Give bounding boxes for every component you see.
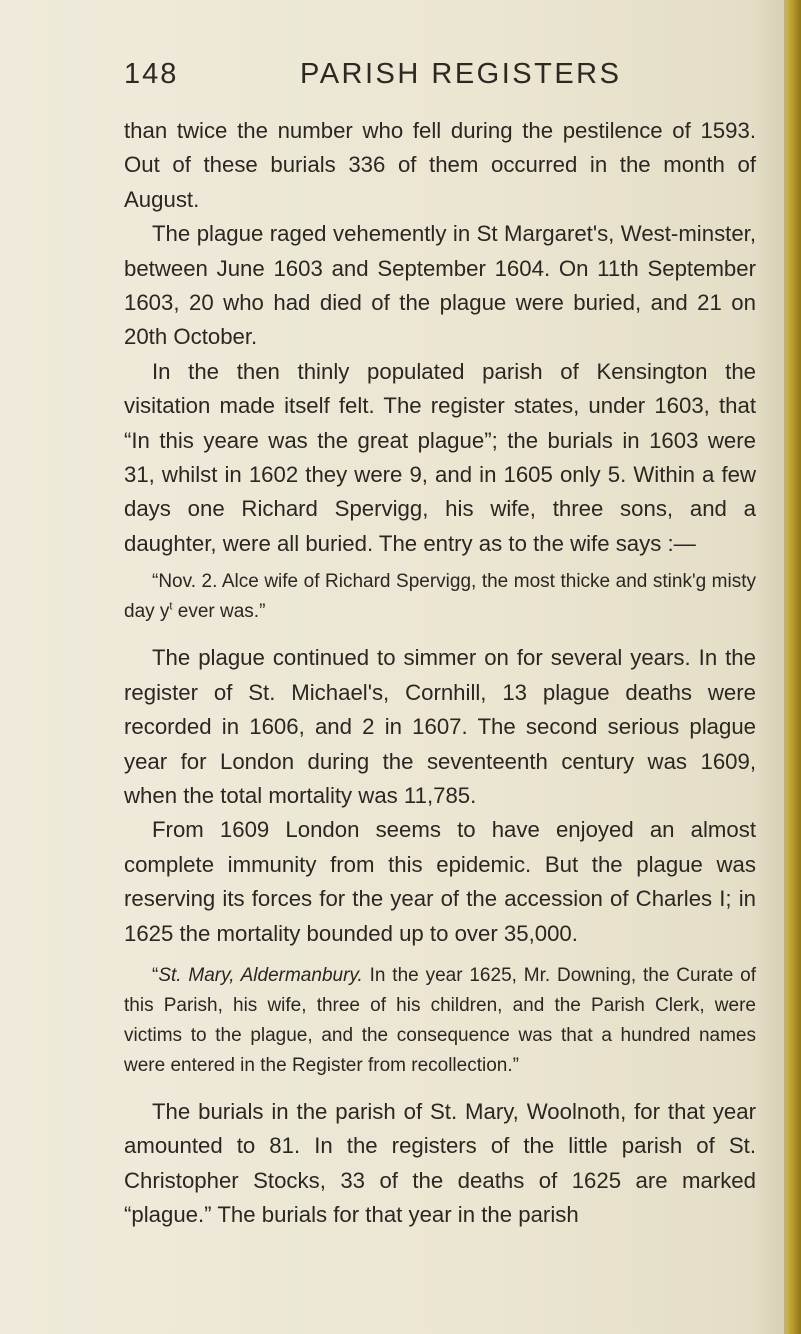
paragraph: The plague continued to simmer on for several years. In the register of St. Michael's, Cornhill, 13 plague deaths were recorded in 1606, and 2 in 1607. The second serious plague year for London during the seventeenth century was 1609, when the total mortality was 11,785. (124, 645, 756, 808)
paragraph: From 1609 London seems to have enjoyed an almost complete immunity from this epidemic. But the plague was reserving its forces for the year of the accession of Charles I; in 1625 the mortality bounded up to over 35,000. (124, 817, 756, 946)
paragraph: In the then thinly populated parish of Kensington the visitation made itself felt. The register states, under 1603, that “In this yeare was the great plague”; the burials in 1603 were 31, whilst in 1602 they were 9, and in 1605 only 5. Within a few days one Richard Spervigg, his wife, three sons, and a daughter, were all buried. The entry as to the wife says :— (124, 358, 756, 556)
quotation-text: In the year 1625, Mr. Downing, the Curate of this Parish, his wife, three of his children, and the Parish Clerk, were victims to the plague, and the consequence was that a hundred names were entered in the Register from recollection.” (124, 964, 756, 1076)
page-number: 148 (124, 58, 179, 90)
superscript: t (169, 600, 173, 613)
quotation-text: ever was.” (172, 601, 266, 623)
paragraph: than twice the number who fell during the pestilence of 1593. Out of these burials 336 of them occurred in the month of August. (124, 118, 756, 212)
quotation (124, 567, 756, 627)
quotation-source: St. Mary, Aldermanbury. (158, 964, 363, 986)
quotation-mark: “ (152, 964, 159, 986)
paragraph: The burials in the parish of St. Mary, Woolnoth, for that year amounted to 81. In the registers of the little parish of St. Christopher Stocks, 33 of the deaths of 1625 are marked “plague.” The burials for that year in the parish (124, 1098, 756, 1228)
page-header (124, 58, 684, 98)
quotation (124, 961, 756, 1081)
book-edge (787, 0, 801, 1334)
running-title: PARISH REGISTERS (300, 58, 622, 90)
paragraph: The plague raged vehemently in St Margaret's, West-minster, between June 1603 and September 1604. On 11th September 1603, 20 who had died of the plague were buried, and 21 on 20th October. (124, 221, 756, 350)
body-text (124, 114, 756, 1233)
quotation-text: “Nov. 2. Alce wife of Richard Spervigg, the most thicke and stink'g misty day y (124, 571, 756, 623)
